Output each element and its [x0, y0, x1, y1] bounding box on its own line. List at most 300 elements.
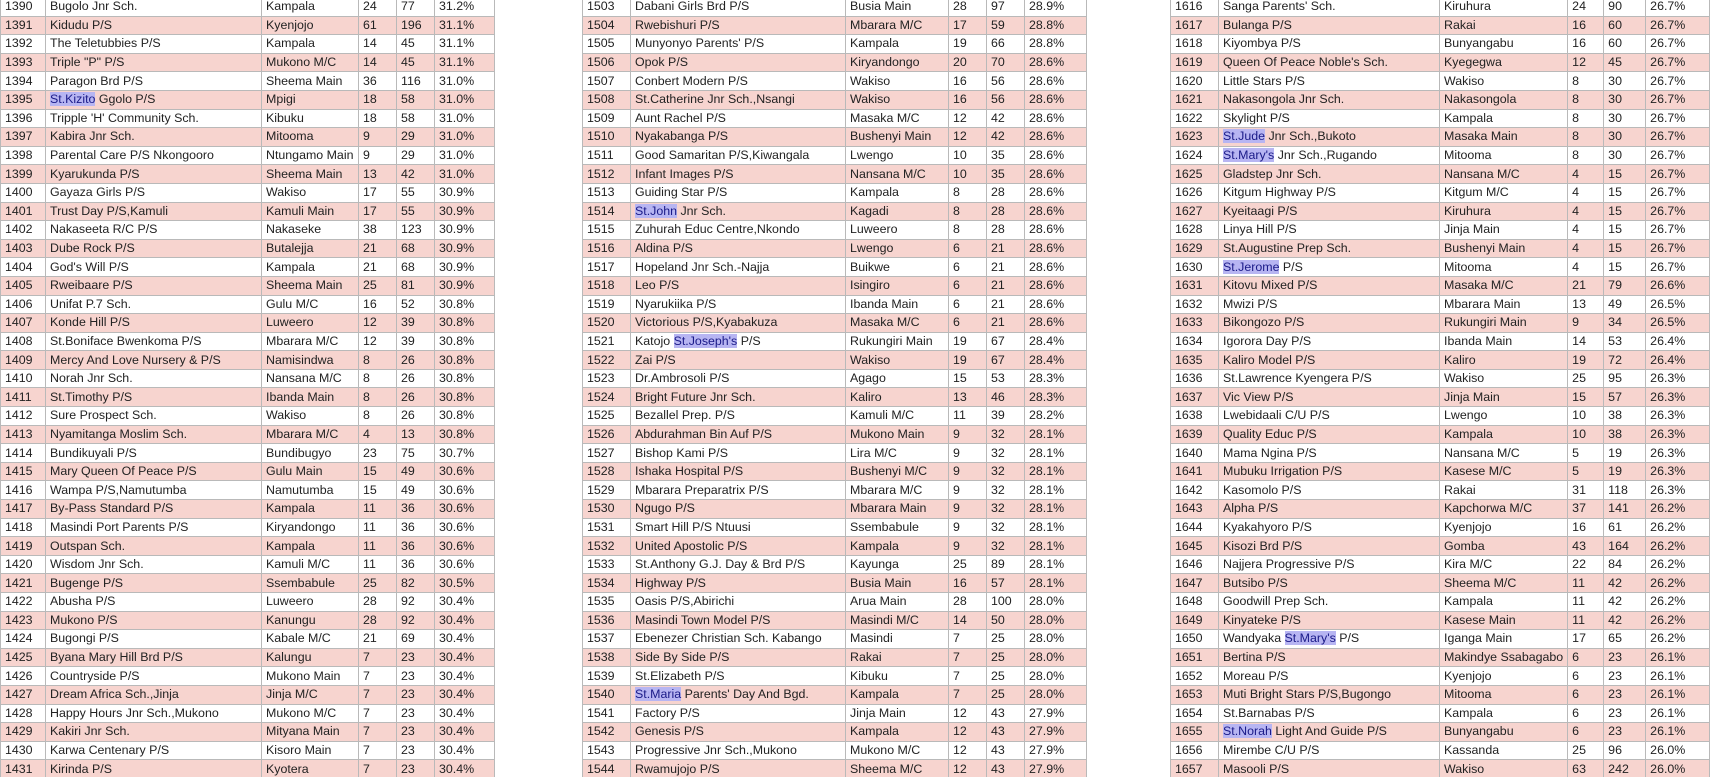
- count-a-cell: 21: [359, 630, 397, 649]
- school-name-cell: Kinyateke P/S: [1219, 611, 1440, 630]
- rank-cell: 1421: [1, 574, 46, 593]
- count-a-cell: 9: [949, 425, 987, 444]
- district-cell: Bundibugyo: [262, 444, 359, 463]
- count-b-cell: 53: [1604, 332, 1646, 351]
- school-name-cell: Conbert Modern P/S: [631, 72, 846, 91]
- rank-cell: 1621: [1171, 90, 1219, 109]
- count-b-cell: 116: [397, 72, 435, 91]
- district-cell: Kalungu: [262, 648, 359, 667]
- school-name-cell: Unifat P.7 Sch.: [46, 295, 262, 314]
- percent-cell: 28.1%: [1025, 537, 1087, 556]
- school-name-cell: [631, 202, 846, 221]
- rank-cell: 1536: [583, 611, 631, 630]
- count-b-cell: 50: [987, 611, 1025, 630]
- count-b-cell: 36: [397, 555, 435, 574]
- rank-cell: 1524: [583, 388, 631, 407]
- count-a-cell: 12: [949, 109, 987, 128]
- rank-cell: 1517: [583, 258, 631, 277]
- rank-cell: 1642: [1171, 481, 1219, 500]
- percent-cell: 30.4%: [435, 685, 495, 704]
- district-cell: Kaliro: [846, 388, 949, 407]
- rank-cell: 1529: [583, 481, 631, 500]
- table-row: [1171, 202, 1710, 221]
- table-row: [1171, 90, 1710, 109]
- count-a-cell: 11: [949, 407, 987, 426]
- count-a-cell: 25: [1568, 741, 1604, 760]
- percent-cell: 30.8%: [435, 295, 495, 314]
- district-cell: Mbarara M/C: [846, 481, 949, 500]
- percent-cell: 28.6%: [1025, 239, 1087, 258]
- percent-cell: 30.4%: [435, 648, 495, 667]
- count-a-cell: 8: [1568, 72, 1604, 91]
- table-row: [1171, 481, 1710, 500]
- school-name-cell: The Teletubbies P/S: [46, 35, 262, 54]
- rank-cell: 1424: [1, 630, 46, 649]
- count-b-cell: 26: [397, 388, 435, 407]
- school-name-cell: Vic View P/S: [1219, 388, 1440, 407]
- table-row: [1171, 351, 1710, 370]
- rank-cell: 1620: [1171, 72, 1219, 91]
- table-row: [583, 295, 1087, 314]
- count-a-cell: 28: [949, 593, 987, 612]
- district-cell: Sheema Main: [262, 276, 359, 295]
- count-b-cell: 49: [397, 462, 435, 481]
- count-a-cell: 16: [1568, 518, 1604, 537]
- count-b-cell: 55: [397, 183, 435, 202]
- count-b-cell: 36: [397, 537, 435, 556]
- percent-cell: 30.8%: [435, 407, 495, 426]
- table-row: [1, 369, 495, 388]
- district-cell: Arua Main: [846, 593, 949, 612]
- school-name-cell: Queen Of Peace Noble's Sch.: [1219, 53, 1440, 72]
- percent-cell: 26.5%: [1646, 314, 1710, 333]
- count-a-cell: 31: [1568, 481, 1604, 500]
- count-a-cell: 19: [949, 351, 987, 370]
- school-name-cell: Bugolo Jnr Sch.: [46, 0, 262, 16]
- table-row: [1171, 183, 1710, 202]
- table-row: [1, 444, 495, 463]
- percent-cell: 30.9%: [435, 258, 495, 277]
- percent-cell: 26.7%: [1646, 109, 1710, 128]
- district-cell: Nakaseke: [262, 221, 359, 240]
- school-name-cell: Kabira Jnr Sch.: [46, 128, 262, 147]
- table-row: [1, 630, 495, 649]
- percent-cell: 26.2%: [1646, 630, 1710, 649]
- percent-cell: 26.2%: [1646, 574, 1710, 593]
- count-a-cell: 16: [949, 72, 987, 91]
- district-cell: Kampala: [846, 537, 949, 556]
- rank-cell: 1420: [1, 555, 46, 574]
- percent-cell: 26.2%: [1646, 500, 1710, 519]
- district-cell: Kampala: [1440, 593, 1568, 612]
- district-cell: Nansana M/C: [1440, 444, 1568, 463]
- district-cell: Wakiso: [1440, 369, 1568, 388]
- count-b-cell: 28: [987, 221, 1025, 240]
- count-a-cell: 13: [949, 388, 987, 407]
- district-cell: Nansana M/C: [846, 165, 949, 184]
- percent-cell: 26.7%: [1646, 165, 1710, 184]
- district-cell: Bunyangabu: [1440, 723, 1568, 742]
- count-b-cell: 60: [1604, 16, 1646, 35]
- count-b-cell: 65: [1604, 630, 1646, 649]
- count-a-cell: 6: [1568, 685, 1604, 704]
- count-a-cell: 4: [1568, 202, 1604, 221]
- district-cell: Mbarara Main: [1440, 295, 1568, 314]
- district-cell: Agago: [846, 369, 949, 388]
- district-cell: Wakiso: [846, 351, 949, 370]
- school-name-cell: Happy Hours Jnr Sch.,Mukono: [46, 704, 262, 723]
- rank-cell: 1527: [583, 444, 631, 463]
- rank-cell: 1523: [583, 369, 631, 388]
- table-row: [583, 425, 1087, 444]
- count-b-cell: 123: [397, 221, 435, 240]
- count-b-cell: 59: [987, 16, 1025, 35]
- district-cell: Mitooma: [262, 128, 359, 147]
- percent-cell: 30.4%: [435, 760, 495, 777]
- district-cell: Mukono Main: [262, 667, 359, 686]
- percent-cell: 30.4%: [435, 611, 495, 630]
- percent-cell: 27.9%: [1025, 723, 1087, 742]
- table-row: [1171, 741, 1710, 760]
- district-cell: Butalejja: [262, 239, 359, 258]
- table-row: [583, 109, 1087, 128]
- count-b-cell: 32: [987, 462, 1025, 481]
- rank-cell: 1628: [1171, 221, 1219, 240]
- percent-cell: 31.1%: [435, 16, 495, 35]
- percent-cell: 28.3%: [1025, 388, 1087, 407]
- rank-cell: 1430: [1, 741, 46, 760]
- district-cell: Mitooma: [1440, 685, 1568, 704]
- percent-cell: 30.4%: [435, 593, 495, 612]
- search-highlight: St.Jude: [1223, 129, 1266, 144]
- count-b-cell: 70: [987, 53, 1025, 72]
- school-name-cell: Dream Africa Sch.,Jinja: [46, 685, 262, 704]
- rank-cell: 1504: [583, 16, 631, 35]
- school-name-cell: Skylight P/S: [1219, 109, 1440, 128]
- count-b-cell: 89: [987, 555, 1025, 574]
- rank-cell: 1518: [583, 276, 631, 295]
- count-b-cell: 25: [987, 630, 1025, 649]
- percent-cell: 30.9%: [435, 221, 495, 240]
- count-a-cell: 6: [1568, 648, 1604, 667]
- count-b-cell: 15: [1604, 165, 1646, 184]
- rank-cell: 1639: [1171, 425, 1219, 444]
- count-b-cell: 42: [1604, 574, 1646, 593]
- count-b-cell: 23: [397, 704, 435, 723]
- school-name-cell: Zai P/S: [631, 351, 846, 370]
- table-row: [583, 723, 1087, 742]
- ranking-table-right: [1170, 0, 1710, 777]
- count-b-cell: 36: [397, 518, 435, 537]
- rank-cell: 1415: [1, 462, 46, 481]
- percent-cell: 26.2%: [1646, 537, 1710, 556]
- district-cell: Masindi M/C: [846, 611, 949, 630]
- percent-cell: 28.6%: [1025, 72, 1087, 91]
- district-cell: Mukono M/C: [262, 53, 359, 72]
- count-a-cell: 7: [949, 630, 987, 649]
- percent-cell: 26.3%: [1646, 388, 1710, 407]
- rank-cell: 1515: [583, 221, 631, 240]
- table-row: [1, 221, 495, 240]
- count-a-cell: 14: [949, 611, 987, 630]
- count-a-cell: 16: [949, 574, 987, 593]
- table-row: [583, 444, 1087, 463]
- table-row: [1171, 462, 1710, 481]
- school-name-cell: Victorious P/S,Kyabakuza: [631, 314, 846, 333]
- table-row: [1, 202, 495, 221]
- count-a-cell: 4: [1568, 165, 1604, 184]
- rank-cell: 1643: [1171, 500, 1219, 519]
- count-a-cell: 8: [949, 221, 987, 240]
- percent-cell: 26.7%: [1646, 16, 1710, 35]
- district-cell: Mpigi: [262, 90, 359, 109]
- percent-cell: 28.9%: [1025, 0, 1087, 16]
- count-a-cell: 8: [949, 202, 987, 221]
- rank-cell: 1636: [1171, 369, 1219, 388]
- district-cell: Bushenyi Main: [846, 128, 949, 147]
- percent-cell: 28.2%: [1025, 407, 1087, 426]
- school-name-cell: Nyakabanga P/S: [631, 128, 846, 147]
- count-a-cell: 8: [359, 351, 397, 370]
- rank-cell: 1534: [583, 574, 631, 593]
- district-cell: Ssembabule: [846, 518, 949, 537]
- school-name-suffix: P/S: [737, 333, 761, 348]
- count-a-cell: 17: [1568, 630, 1604, 649]
- count-a-cell: 36: [359, 72, 397, 91]
- table-row: [583, 16, 1087, 35]
- district-cell: Jinja Main: [846, 704, 949, 723]
- district-cell: Mitooma: [1440, 258, 1568, 277]
- table-row: [1, 109, 495, 128]
- school-name-cell: Kisozi Brd P/S: [1219, 537, 1440, 556]
- school-name-cell: Muti Bright Stars P/S,Bugongo: [1219, 685, 1440, 704]
- rank-cell: 1617: [1171, 16, 1219, 35]
- school-name-cell: Dr.Ambrosoli P/S: [631, 369, 846, 388]
- count-b-cell: 53: [987, 369, 1025, 388]
- rank-cell: 1399: [1, 165, 46, 184]
- count-a-cell: 16: [949, 90, 987, 109]
- count-a-cell: 25: [1568, 369, 1604, 388]
- school-name-cell: Ngugo P/S: [631, 500, 846, 519]
- district-cell: Kiruhura: [1440, 0, 1568, 16]
- percent-cell: 26.7%: [1646, 0, 1710, 16]
- count-b-cell: 84: [1604, 555, 1646, 574]
- count-a-cell: 4: [1568, 258, 1604, 277]
- percent-cell: 26.7%: [1646, 239, 1710, 258]
- table-row: [1, 16, 495, 35]
- count-a-cell: 7: [359, 760, 397, 777]
- percent-cell: 28.6%: [1025, 146, 1087, 165]
- ranking-table-left: [0, 0, 495, 777]
- count-a-cell: 21: [359, 239, 397, 258]
- school-name-cell: Najjera Progressive P/S: [1219, 555, 1440, 574]
- table-row: [1171, 72, 1710, 91]
- table-row: [1, 555, 495, 574]
- count-b-cell: 43: [987, 704, 1025, 723]
- count-b-cell: 66: [987, 35, 1025, 54]
- table-row: [1171, 314, 1710, 333]
- percent-cell: 26.4%: [1646, 351, 1710, 370]
- table-row: [1, 741, 495, 760]
- count-a-cell: 6: [949, 239, 987, 258]
- district-cell: Kyenjojo: [1440, 518, 1568, 537]
- school-name-cell: Guiding Star P/S: [631, 183, 846, 202]
- rank-cell: 1645: [1171, 537, 1219, 556]
- school-name-cell: Bishop Kami P/S: [631, 444, 846, 463]
- rank-cell: 1506: [583, 53, 631, 72]
- district-cell: Lwengo: [846, 146, 949, 165]
- district-cell: Nansana M/C: [262, 369, 359, 388]
- table-row: [1, 611, 495, 630]
- rank-cell: 1652: [1171, 667, 1219, 686]
- school-name-cell: Nyarukiika P/S: [631, 295, 846, 314]
- count-a-cell: 25: [949, 555, 987, 574]
- percent-cell: 26.1%: [1646, 704, 1710, 723]
- district-cell: Wakiso: [846, 72, 949, 91]
- count-b-cell: 58: [397, 90, 435, 109]
- table-row: [583, 630, 1087, 649]
- count-b-cell: 56: [987, 90, 1025, 109]
- count-b-cell: 23: [397, 685, 435, 704]
- count-a-cell: 10: [949, 146, 987, 165]
- table-row: [1171, 518, 1710, 537]
- count-a-cell: 14: [1568, 332, 1604, 351]
- school-name-suffix: P/S: [1335, 631, 1360, 646]
- rank-cell: 1513: [583, 183, 631, 202]
- school-name-cell: Alpha P/S: [1219, 500, 1440, 519]
- school-name-cell: Bezallel Prep. P/S: [631, 407, 846, 426]
- count-b-cell: 67: [987, 351, 1025, 370]
- count-b-cell: 97: [987, 0, 1025, 16]
- count-b-cell: 42: [1604, 593, 1646, 612]
- count-a-cell: 11: [359, 537, 397, 556]
- school-name-cell: Kitovu Mixed P/S: [1219, 276, 1440, 295]
- count-b-cell: 242: [1604, 760, 1646, 777]
- table-row: [1, 239, 495, 258]
- table-row: [583, 165, 1087, 184]
- count-b-cell: 57: [1604, 388, 1646, 407]
- count-a-cell: 9: [359, 146, 397, 165]
- rank-cell: 1416: [1, 481, 46, 500]
- district-cell: Masindi: [846, 630, 949, 649]
- table-row: [1, 388, 495, 407]
- count-a-cell: 17: [949, 16, 987, 35]
- rank-cell: 1427: [1, 685, 46, 704]
- rank-cell: 1422: [1, 593, 46, 612]
- percent-cell: 30.9%: [435, 202, 495, 221]
- percent-cell: 26.3%: [1646, 444, 1710, 463]
- school-name-cell: Countryside P/S: [46, 667, 262, 686]
- table-row: [583, 704, 1087, 723]
- rank-cell: 1418: [1, 518, 46, 537]
- rank-cell: 1519: [583, 295, 631, 314]
- district-cell: Wakiso: [262, 407, 359, 426]
- rank-cell: 1653: [1171, 685, 1219, 704]
- table-row: [1171, 407, 1710, 426]
- school-name-cell: Gayaza Girls P/S: [46, 183, 262, 202]
- count-b-cell: 68: [397, 258, 435, 277]
- district-cell: Lwengo: [846, 239, 949, 258]
- count-b-cell: 32: [987, 444, 1025, 463]
- percent-cell: 30.4%: [435, 723, 495, 742]
- table-row: [1171, 276, 1710, 295]
- percent-cell: 28.6%: [1025, 90, 1087, 109]
- school-name-cell: Progressive Jnr Sch.,Mukono: [631, 741, 846, 760]
- district-cell: Sheema M/C: [1440, 574, 1568, 593]
- count-a-cell: 5: [1568, 444, 1604, 463]
- table-row: [1171, 500, 1710, 519]
- rank-cell: 1650: [1171, 630, 1219, 649]
- percent-cell: 30.6%: [435, 481, 495, 500]
- table-row: [583, 481, 1087, 500]
- school-name-cell: Zuhurah Educ Centre,Nkondo: [631, 221, 846, 240]
- table-row: [583, 741, 1087, 760]
- table-row: [583, 146, 1087, 165]
- search-highlight: St.Norah: [1223, 724, 1272, 739]
- school-name-cell: Ebenezer Christian Sch. Kabango: [631, 630, 846, 649]
- count-a-cell: 38: [359, 221, 397, 240]
- table-row: [1171, 146, 1710, 165]
- percent-cell: 27.9%: [1025, 760, 1087, 777]
- percent-cell: 28.4%: [1025, 332, 1087, 351]
- percent-cell: 26.3%: [1646, 462, 1710, 481]
- district-cell: Namutumba: [262, 481, 359, 500]
- ranking-table-body: [1, 0, 495, 777]
- count-b-cell: 23: [397, 648, 435, 667]
- school-name-cell: Masindi Port Parents P/S: [46, 518, 262, 537]
- count-b-cell: 23: [1604, 667, 1646, 686]
- percent-cell: 26.5%: [1646, 295, 1710, 314]
- count-a-cell: 9: [949, 500, 987, 519]
- percent-cell: 30.4%: [435, 667, 495, 686]
- percent-cell: 30.6%: [435, 518, 495, 537]
- table-row: [1, 53, 495, 72]
- rank-cell: 1503: [583, 0, 631, 16]
- district-cell: Kyenjojo: [262, 16, 359, 35]
- rank-cell: 1408: [1, 332, 46, 351]
- school-name-cell: Kyarukunda P/S: [46, 165, 262, 184]
- percent-cell: 28.6%: [1025, 53, 1087, 72]
- count-b-cell: 15: [1604, 239, 1646, 258]
- percent-cell: 26.7%: [1646, 146, 1710, 165]
- rank-cell: 1516: [583, 239, 631, 258]
- rank-cell: 1644: [1171, 518, 1219, 537]
- count-a-cell: 12: [949, 128, 987, 147]
- district-cell: Rukungiri Main: [1440, 314, 1568, 333]
- rank-cell: 1514: [583, 202, 631, 221]
- school-name-suffix: Parents' Day And Bgd.: [681, 687, 809, 702]
- school-name-cell: Masindi Town Model P/S: [631, 611, 846, 630]
- table-row: [1171, 593, 1710, 612]
- count-a-cell: 14: [359, 35, 397, 54]
- percent-cell: 30.6%: [435, 462, 495, 481]
- district-cell: Mbarara M/C: [846, 16, 949, 35]
- percent-cell: 30.9%: [435, 183, 495, 202]
- table-row: [1, 35, 495, 54]
- table-row: [1171, 16, 1710, 35]
- table-row: [1, 723, 495, 742]
- district-cell: Mukono M/C: [262, 704, 359, 723]
- district-cell: Rakai: [846, 648, 949, 667]
- count-a-cell: 11: [1568, 593, 1604, 612]
- district-cell: Masaka Main: [1440, 128, 1568, 147]
- school-name-cell: Dube Rock P/S: [46, 239, 262, 258]
- district-cell: Lwengo: [1440, 407, 1568, 426]
- table-row: [1171, 723, 1710, 742]
- count-a-cell: 37: [1568, 500, 1604, 519]
- table-row: [1171, 332, 1710, 351]
- percent-cell: 28.6%: [1025, 183, 1087, 202]
